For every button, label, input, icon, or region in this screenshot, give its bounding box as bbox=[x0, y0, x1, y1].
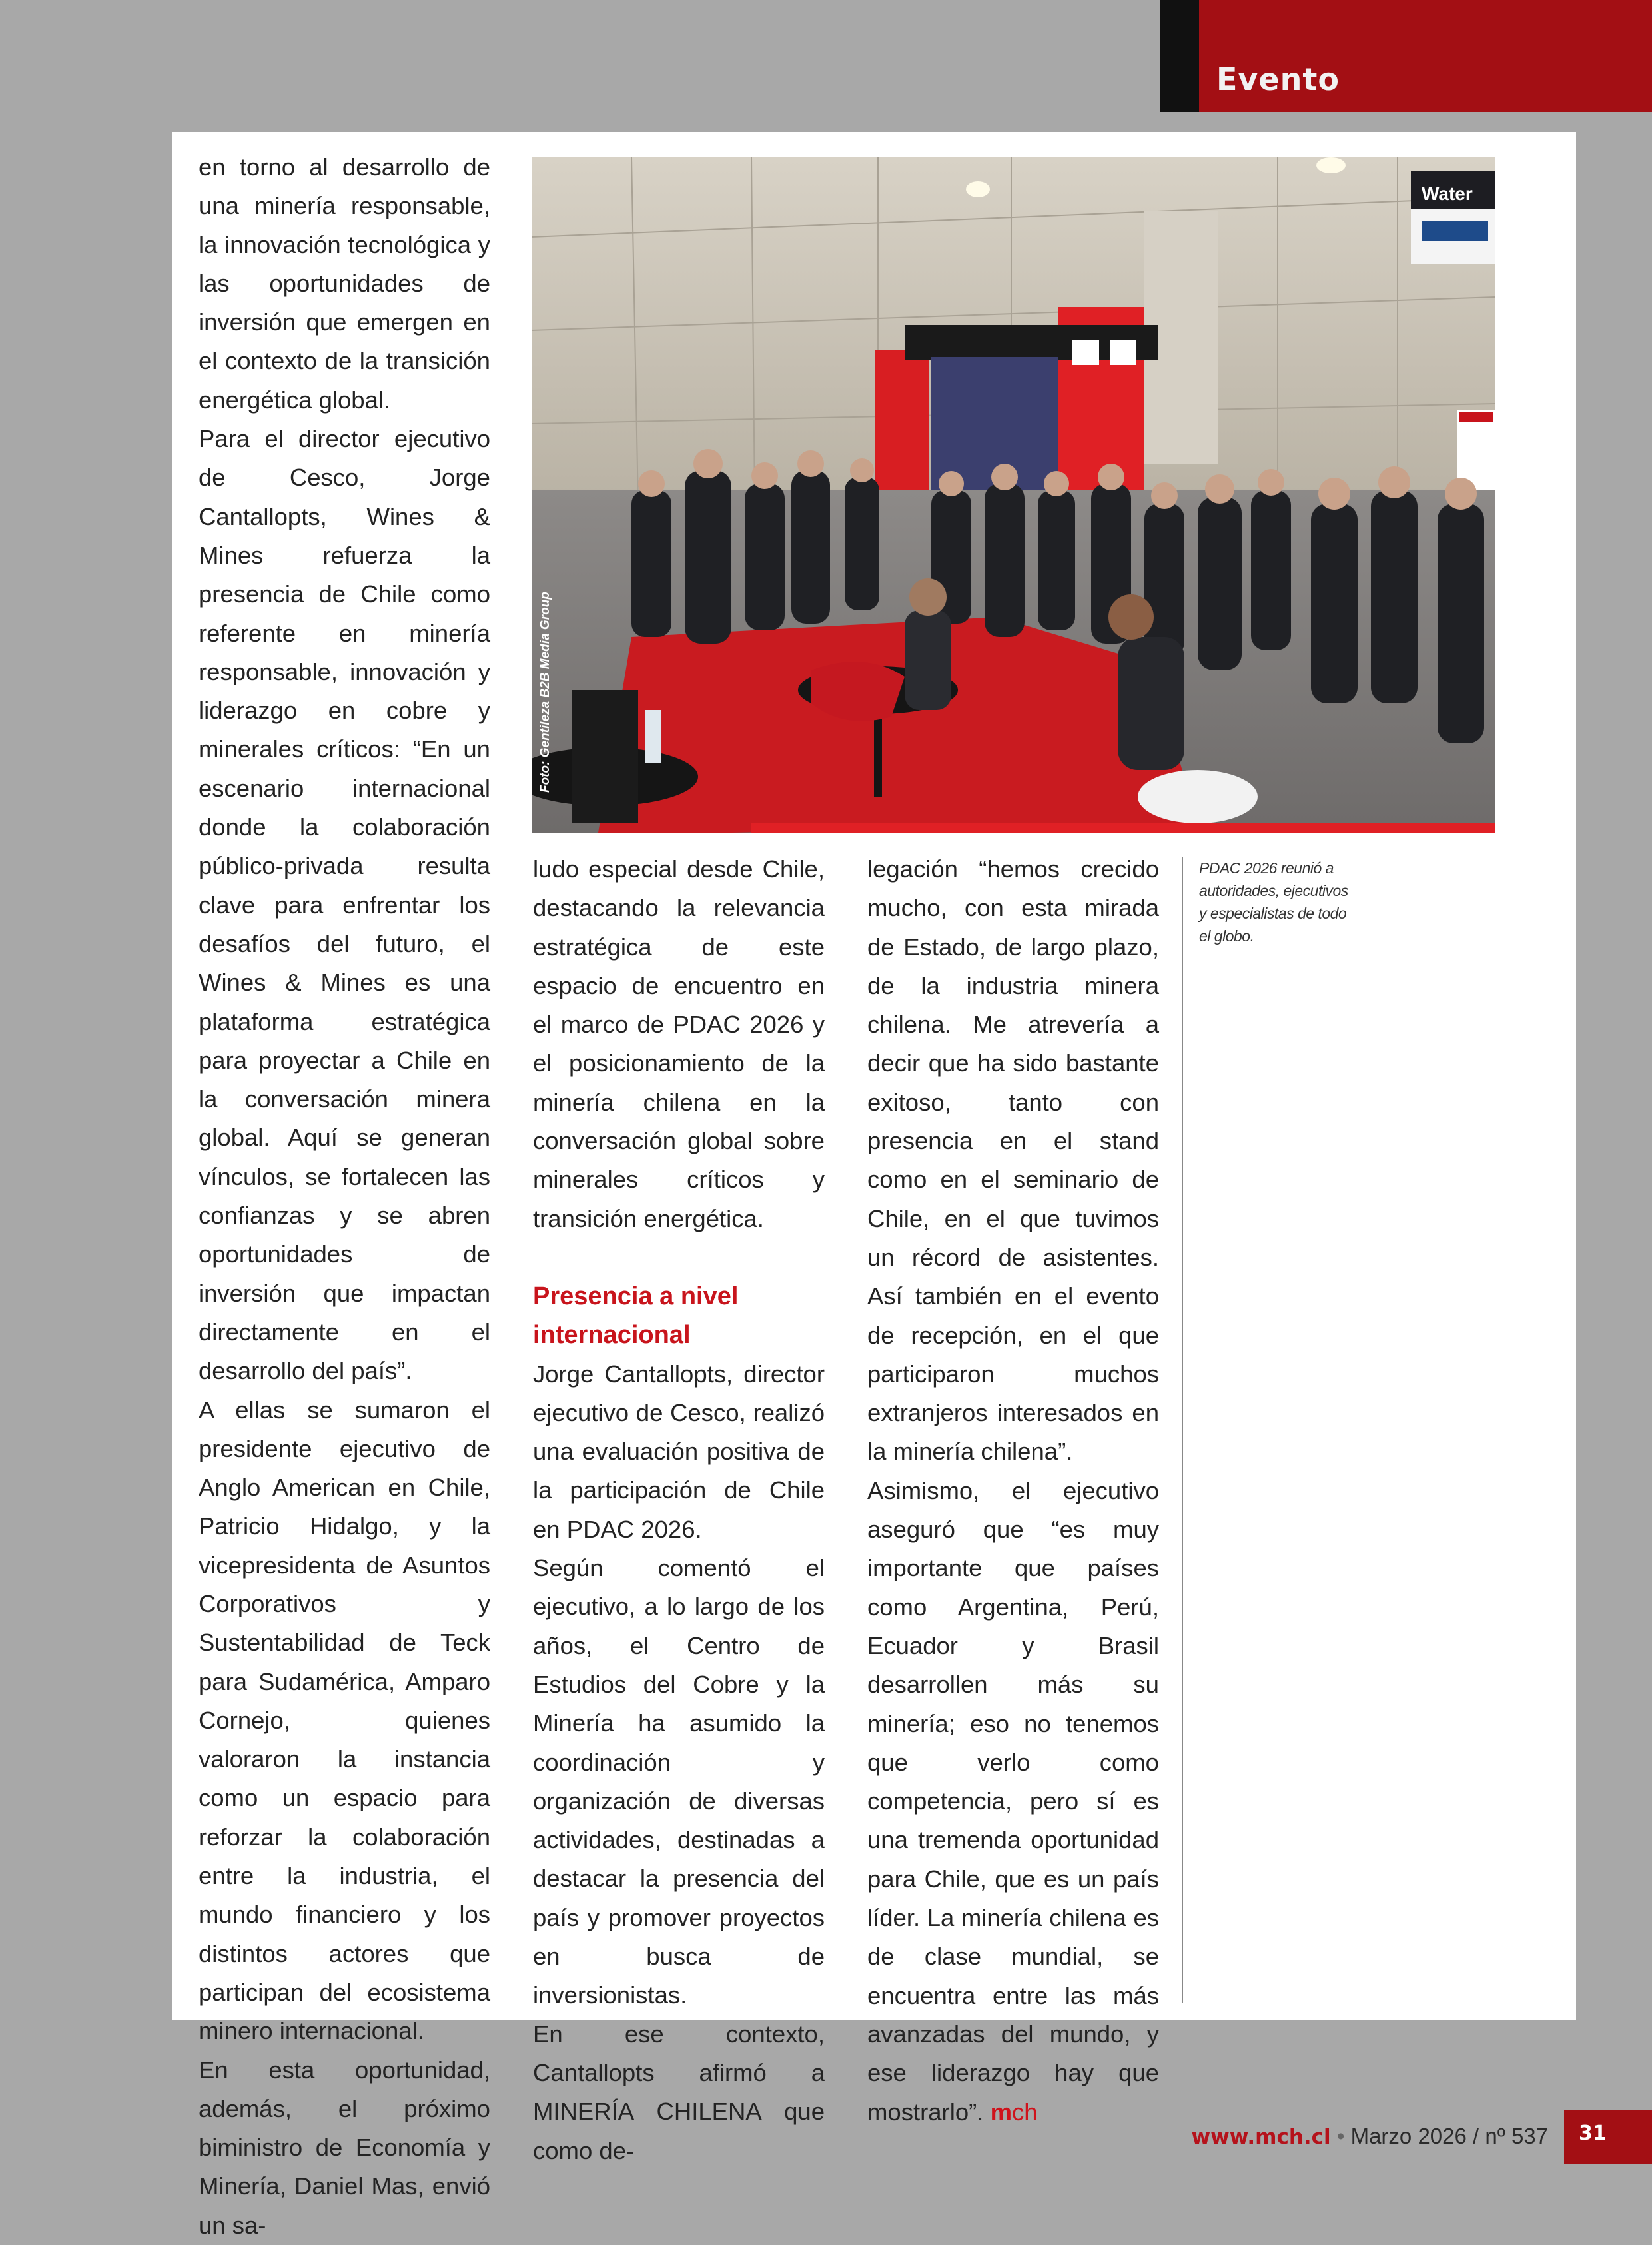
chile-booth-logo bbox=[1072, 340, 1099, 365]
white-chair bbox=[1138, 770, 1258, 823]
header-black-bar bbox=[1160, 0, 1199, 112]
separator-dot: • bbox=[1336, 2124, 1345, 2148]
sign-text: Water bbox=[1422, 183, 1473, 204]
subheading: Presencia a nivel internacional bbox=[533, 1282, 739, 1350]
photo-credit: Foto: Gentileza B2B Media Group bbox=[538, 592, 552, 793]
water-bottle bbox=[645, 710, 661, 763]
paragraph: En ese contexto, Cantallopts afirmó a MINERÍA CHILENA que como de- bbox=[533, 2020, 825, 2164]
footer-info bbox=[1191, 2124, 1548, 2149]
paragraph: legación “hemos crecido mucho, con esta mirada de Estado, de largo plazo, de la industria minera chilena. Me atrevería a decir que ha sido bastante exitoso, tanto con presencia en el stand como en el seminario de Chile, en el que tuvimos un récord de asistentes. Así también en el evento de recepción, en el que participaron muchos extranjeros interesados en la minería chilena”. bbox=[867, 855, 1159, 1466]
website-link[interactable]: www.mch.cl bbox=[1191, 2125, 1331, 2149]
paragraph: En esta oportunidad, además, el próximo biministro de Economía y Minería, Daniel Mas, envió un sa- bbox=[199, 2056, 490, 2239]
event-photo-illustration bbox=[532, 157, 1495, 833]
seated-man bbox=[905, 610, 951, 710]
paragraph: ludo especial desde Chile, destacando la relevancia estratégica de este espacio de encuentro en el marco de PDAC 2026 y el posicionamiento de la minería chilena en la conversación global sobre minerales críticos y transición energética. bbox=[533, 855, 825, 1232]
paragraph bbox=[867, 1472, 1159, 2132]
photo-caption: PDAC 2026 reunió a autoridades, ejecutivos y especialistas de todo el globo. bbox=[1199, 859, 1348, 945]
page-number: 31 bbox=[1579, 2122, 1607, 2145]
ceiling-light bbox=[1316, 157, 1346, 173]
caption-divider bbox=[1182, 857, 1183, 2003]
article-column-2 bbox=[533, 850, 825, 2170]
red-bag bbox=[811, 662, 905, 721]
article-column-1 bbox=[199, 148, 490, 2245]
section-label: Evento bbox=[1216, 61, 1340, 97]
paragraph-text: Asimismo, el ejecutivo aseguró que “es muy importante que países como Argentina, Perú, Ecuador y Brasil desarrollen más su minería; eso no tenemos que verlo como competencia, pero sí es una tremenda oportunidad para Chile, que es un país líder. La minería chilena es de clase mundial, se encuentra entre las más avanzadas del mundo, y ese liderazgo hay que mostrarlo”. bbox=[867, 1476, 1159, 2126]
seated-man bbox=[1118, 637, 1184, 770]
spacer bbox=[533, 1238, 825, 1277]
paragraph: en torno al desarrollo de una minería responsable, la innovación tecnológica y las oportunidades de inversión que emergen en el contexto de la transición energética global. bbox=[199, 153, 490, 414]
photo-red-strip bbox=[751, 823, 1495, 833]
mch-end-sign: mch bbox=[990, 2098, 1038, 2126]
ceiling-light bbox=[966, 181, 990, 197]
paragraph: A ellas se sumaron el presidente ejecutivo de Anglo American en Chile, Patricio Hidalgo, y la vicepresidenta de Asuntos Corporativos y Sustentabilidad de Teck para Sudamérica, Amparo Cornejo, quienes valoraron la instancia como un espacio para reforzar la colaboración entre la industria, el mundo financiero y los distintos actores que participan del ecosistema minero internacional. bbox=[199, 1396, 490, 2045]
paragraph: Para el director ejecutivo de Cesco, Jorge Cantallopts, Wines & Mines refuerza la presencia de Chile como referente en minería responsable, innovación y liderazgo en cobre y minerales críticos: “En un escenario internacional donde la colaboración público-privada resulta clave para enfrentar los desafíos del futuro, el Wines & Mines es una plataforma estratégica para proyectar a Chile en la conversación minera global. Aquí se generan vínculos, se fortalecen las confianzas y se abren oportunidades de inversión que impactan directamente en el desarrollo del país”. bbox=[199, 425, 490, 1385]
chile-booth-logo bbox=[1110, 340, 1136, 365]
armchair bbox=[572, 690, 638, 823]
article-column-3 bbox=[867, 850, 1159, 2132]
page-number-box bbox=[1564, 2110, 1652, 2164]
paragraph: Según comentó el ejecutivo, a lo largo de los años, el Centro de Estudios del Cobre y la Minería ha asumido la coordinación y organización de diversas actividades, destinadas a destacar la presencia del país y promover proyectos en busca de inversionistas. bbox=[533, 1554, 825, 2009]
issue-info: Marzo 2026 / nº 537 bbox=[1350, 2124, 1548, 2148]
paragraph: Jorge Cantallopts, director ejecutivo de Cesco, realizó una evaluación positiva de la participación de Chile en PDAC 2026. bbox=[533, 1360, 825, 1543]
event-photo bbox=[532, 157, 1495, 833]
